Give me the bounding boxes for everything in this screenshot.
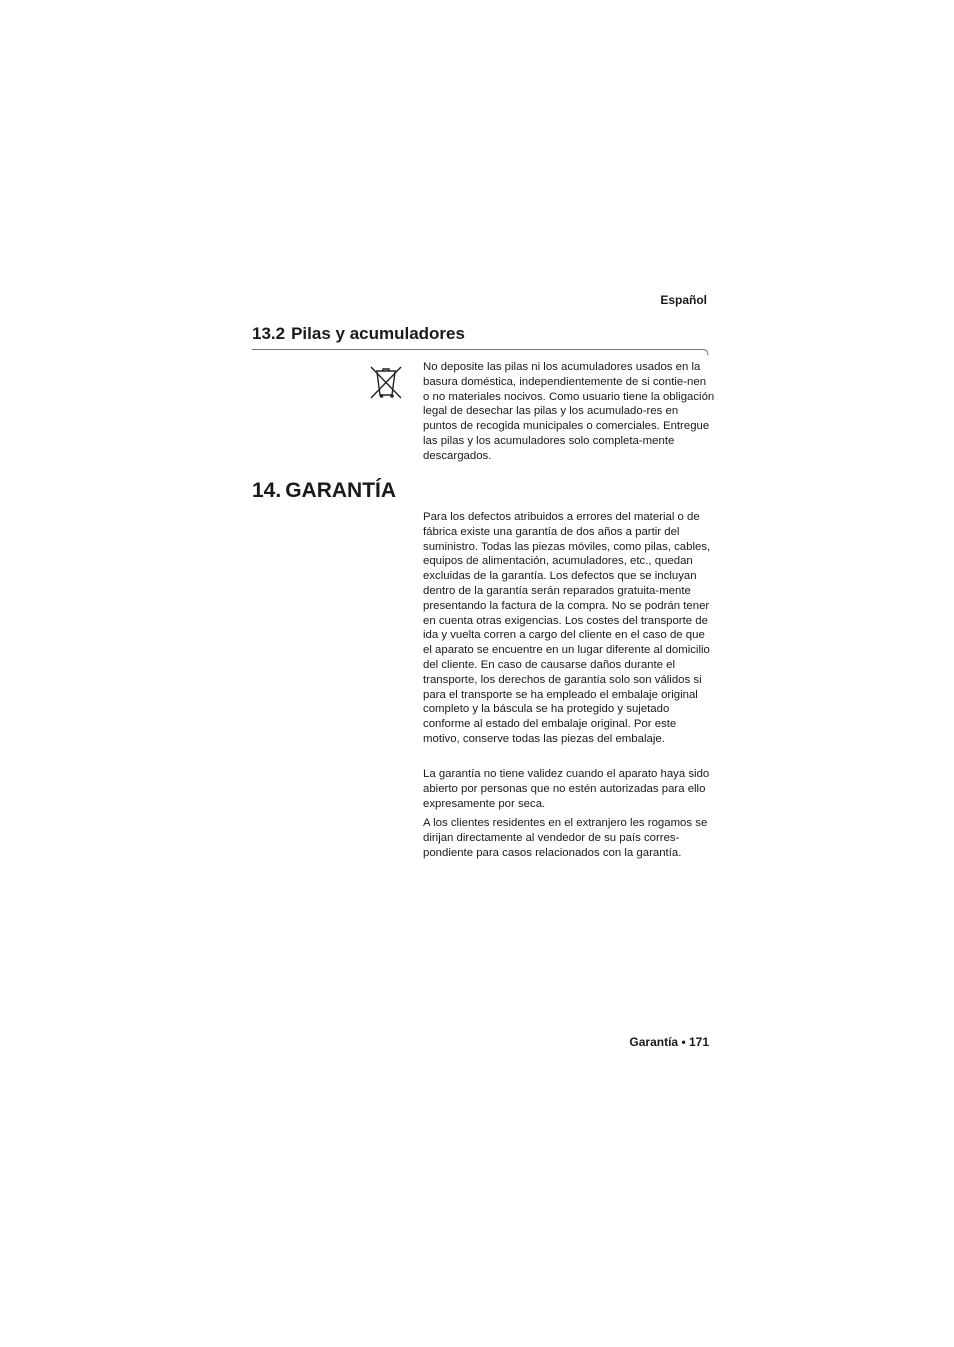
section-number: 13.2 [252,324,286,343]
chapter-title: GARANTÍA [285,479,397,502]
warranty-validity-paragraph: La garantía no tiene validez cuando el aparato haya sido abierto por personas que no estén autorizadas para ello expresamente por seca. [423,768,710,810]
section-rule [252,348,709,358]
warranty-paragraph: Para los defectos atribuidos a errores del material o de fábrica existe una garantía de dos años a partir del suministro. Todas las piezas móviles, como pilas, cables, equipos de alimentación, acumuladores, etc., quedan excluidas de la garantía. Los defectos que se incluyan dentro de la garantía serán reparados gratuita-mente presentando la factura de la compra. No se podrán tener en cuenta otras exigencias. Los costes del transporte de ida y vuelta corren a cargo del cliente en el caso de que el aparato se encuentre en un lugar diferente al domicilio del cliente. En caso de causarse daños durante el transporte, los derechos de garantía solo son válidos si para el transporte se ha empleado el embalaje original completo y la báscula se ha protegido y sujetado conforme al estado del embalaje original. Por este motivo, conserve todas las piezas del embalaje. [423,511,711,745]
crossed-out-wheelie-bin-icon [369,364,403,400]
chapter-heading [252,479,396,503]
chapter-number: 14. [252,479,282,502]
page-footer: Garantía • 171 [629,1035,709,1049]
battery-disposal-paragraph: No deposite las pilas ni los acumuladores usados en la basura doméstica, independientemente de si contie-nen o no materiales nocivos. Como usuario tiene la obligación legal de desechar las pilas y los acumulado-res en puntos de recogida municipales o comerciales. Entregue las pilas y los acumuladores solo completa-mente descargados. [423,361,715,462]
section-title: Pilas y acumuladores [291,324,465,343]
foreign-customers-paragraph: A los clientes residentes en el extranjero les rogamos se dirijan directamente al vendedor de su país corres-pondiente para casos relacionados con la garantía. [423,817,708,859]
language-label: Español [660,293,707,307]
section-heading [252,324,465,344]
